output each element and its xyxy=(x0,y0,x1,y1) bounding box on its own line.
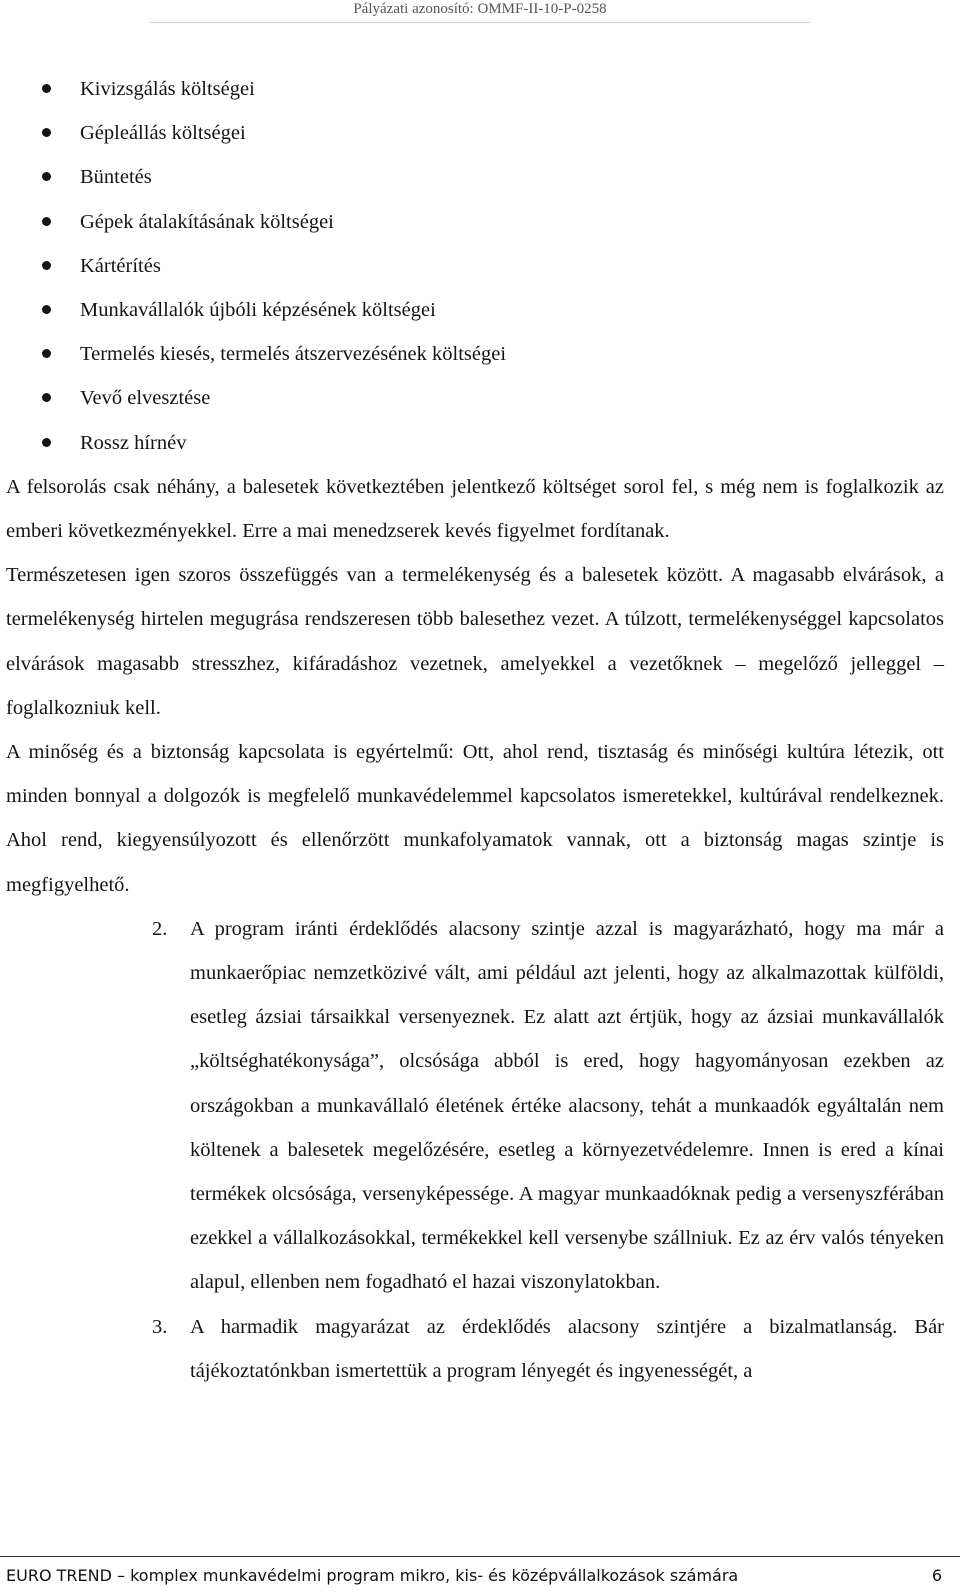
list-item: Munkavállalók újbóli képzésének költségei xyxy=(6,288,944,332)
numbered-item xyxy=(6,907,944,1305)
bullet-icon xyxy=(42,217,51,226)
item-text: A harmadik magyarázat az érdeklődés alacsony szintjére a bizalmatlanság. Bár tájékoztatónkban ismertettük a program lényegét és ingyenességét, a xyxy=(190,1315,944,1382)
list-item: Gépleállás költségei xyxy=(6,111,944,155)
list-item: Rossz hírnév xyxy=(6,421,944,465)
paragraph-productivity: Természetesen igen szoros összefüggés van a termelékenység és a balesetek között. A magasabb elvárások, a termelékenység hirtelen megugrása rendszeresen több balesethez vezet. A túlzott, termelékenységgel kapcsolatos elvárások magasabb stresszhez, kifáradáshoz vezetnek, amelyekkel a vezetőknek – megelőző jelleggel – foglalkozniuk kell. xyxy=(6,564,944,719)
list-item: Kártérítés xyxy=(6,244,944,288)
item-text: A program iránti érdeklődés alacsony szintje azzal is magyarázható, hogy ma már a munkaerőpiac nemzetközivé vált, ami például azt jelenti, hogy az alkalmazottak külföldi, esetleg ázsiai társaikkal versenyeznek. Ez alatt azt értjük, hogy az ázsiai munkavállalók „költséghatékonysága”, olcsósága abból is ered, hogy hagyományosan ezekben az országokban a munkavállaló életének értéke alacsony, tehát a munkaadók egyáltalán nem költenek a balesetek megelőzésére, esetleg a környezetvédelemre. Innen is ered a kínai termékek olcsósága, versenyképessége. A magyar munkaadóknak pedig a versenyszférában ezekkel a vállalkozásokkal, termékekkel kell versenybe szállniuk. Ez az érv valós tényeken alapul, ellenben nem fogadható el hazai viszonylatokban. xyxy=(190,917,944,1294)
project-id: Pályázati azonosító: OMMF-II-10-P-0258 xyxy=(353,1,607,17)
page-header xyxy=(0,0,960,20)
footer-title: EURO TREND – komplex munkavédelmi program mikro, kis- és középvállalkozások számára xyxy=(6,1566,739,1585)
footer-divider xyxy=(0,1556,960,1557)
list-item: Termelés kiesés, termelés átszervezésének költségei xyxy=(6,332,944,376)
item-number: 2. xyxy=(152,917,168,940)
bullet-icon xyxy=(42,261,51,270)
header-divider xyxy=(150,22,810,23)
cost-bullet-list xyxy=(6,67,944,465)
paragraph-quality-safety: A minőség és a biztonság kapcsolata is egyértelmű: Ott, ahol rend, tisztaság és minőségi kultúra létezik, ott minden bonnyal a dolgozók is megfelelő munkavédelemmel kapcsolatos ismeretekkel, kultúrával rendelkeznek. Ahol rend, kiegyensúlyozott és ellenőrzött munkafolyamatok vannak, ott a biztonság magas szintje is megfigyelhető. xyxy=(6,741,944,896)
bullet-icon xyxy=(42,172,51,181)
paragraph-costs-summary: A felsorolás csak néhány, a balesetek következtében jelentkező költséget sorol fel, s még nem is foglalkozik az emberi következményekkel. Erre a mai menedzserek kevés figyelmet fordítanak. xyxy=(6,475,944,543)
bullet-icon xyxy=(42,393,51,402)
numbered-item xyxy=(6,1305,944,1393)
bullet-icon xyxy=(42,438,51,447)
page-footer xyxy=(6,1566,942,1588)
list-item: Gépek átalakításának költségei xyxy=(6,200,944,244)
list-item: Kivizsgálás költségei xyxy=(6,67,944,111)
page-number: 6 xyxy=(931,1566,942,1585)
document-body xyxy=(6,67,944,1393)
item-number: 3. xyxy=(152,1315,168,1338)
list-item: Büntetés xyxy=(6,155,944,199)
bullet-icon xyxy=(42,84,51,93)
list-item: Vevő elvesztése xyxy=(6,376,944,420)
bullet-icon xyxy=(42,305,51,314)
bullet-icon xyxy=(42,128,51,137)
bullet-icon xyxy=(42,349,51,358)
numbered-list xyxy=(6,907,944,1393)
